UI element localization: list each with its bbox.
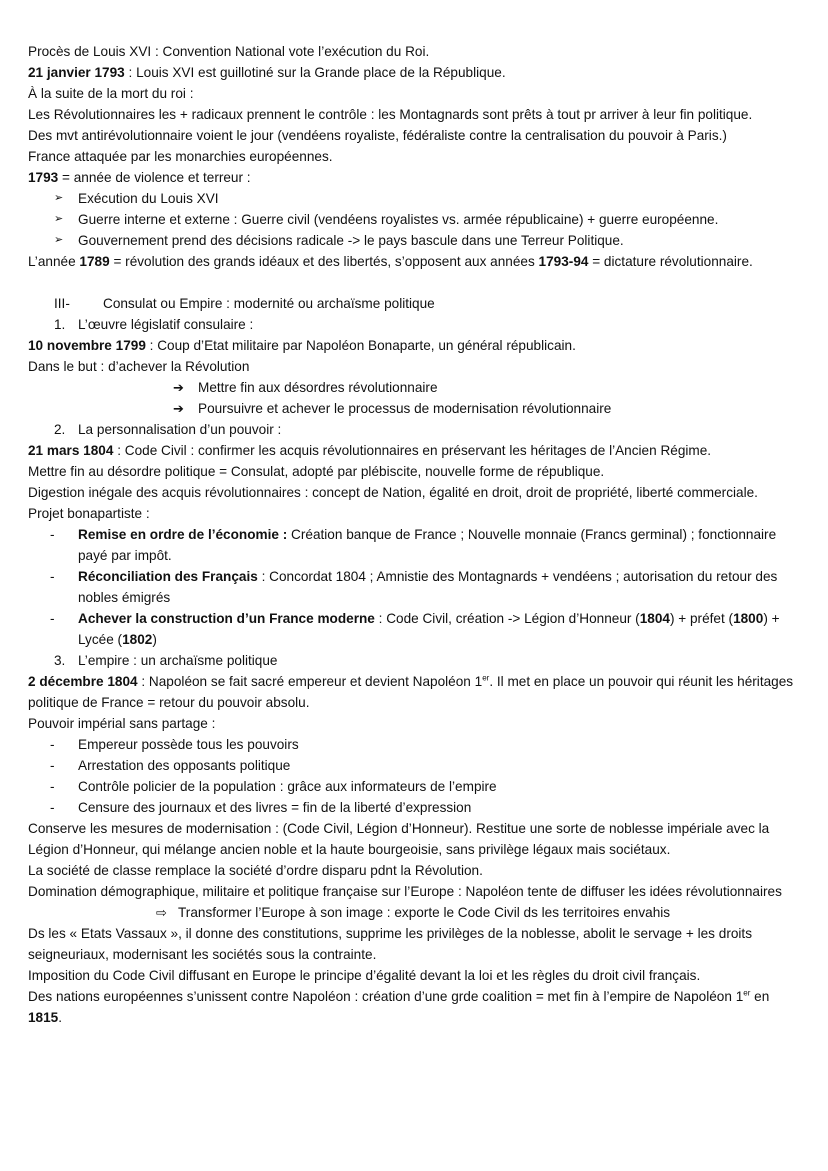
- date: 21 janvier 1793: [28, 65, 125, 80]
- date: 2 décembre 1804: [28, 674, 138, 689]
- date: 21 mars 1804: [28, 443, 114, 458]
- text-line: France attaquée par les monarchies européennes.: [28, 149, 333, 164]
- dash-list-item: [28, 755, 803, 776]
- dash-list-item: [28, 524, 803, 566]
- date: 1793: [28, 170, 59, 185]
- superscript: er: [482, 673, 490, 683]
- dash-list-item: [28, 566, 803, 608]
- dash-bullet: -: [50, 527, 55, 542]
- section-title: Consulat ou Empire : modernité ou archaïsme politique: [103, 296, 435, 311]
- text-line: [28, 62, 803, 83]
- line-text: L’année: [28, 254, 80, 269]
- text-line: [28, 986, 803, 1028]
- spacer: [28, 272, 803, 293]
- text-line: [28, 671, 803, 713]
- text-line: La société de classe remplace la société d’ordre disparu pdnt la Révolution.: [28, 863, 483, 878]
- line-text: = dictature révolutionnaire.: [588, 254, 753, 269]
- arrow-bullet-item: [28, 230, 803, 251]
- subsection-title: L’empire : un archaïsme politique: [78, 653, 278, 668]
- line-text: .: [58, 1010, 63, 1025]
- text-line: [28, 167, 803, 188]
- text-line: Digestion inégale des acquis révolutionnaires : concept de Nation, égalité en droit, droit de propriété, liberté commerciale.: [28, 485, 758, 500]
- line-text: Censure des journaux et des livres = fin de la liberté d’expression: [78, 800, 472, 815]
- dash-bullet: -: [50, 611, 55, 626]
- subsection-number: 2.: [54, 422, 66, 437]
- line-text: Des nations européennes s’unissent contre Napoléon : création d’une grde coalition = met fin à l’empire de Napoléon 1: [28, 989, 744, 1004]
- arrow-bullet-item: [28, 377, 803, 398]
- section-number: III-: [54, 296, 70, 311]
- subsection-number: 1.: [54, 317, 66, 332]
- text-line: Mettre fin au désordre politique = Consulat, adopté par plébiscite, nouvelle forme de république.: [28, 464, 605, 479]
- dash-bullet: -: [50, 758, 55, 773]
- bold-arrow-icon: ➔: [173, 380, 184, 395]
- superscript: er: [743, 988, 751, 998]
- line-text: Contrôle policier de la population : grâce aux informateurs de l’empire: [78, 779, 497, 794]
- line-text: ): [152, 632, 157, 647]
- text-line: Imposition du Code Civil diffusant en Europe le principe d’égalité devant la loi et les règles du droit civil français.: [28, 968, 701, 983]
- text-line: Domination démographique, militaire et politique française sur l’Europe : Napoléon tente de diffuser les idées révolutionnaires: [28, 884, 782, 899]
- line-text: en: [750, 989, 770, 1004]
- document-body: [28, 41, 803, 1028]
- item-heading: Remise en ordre de l’économie :: [78, 527, 288, 542]
- text-line: Projet bonapartiste :: [28, 506, 150, 521]
- bold-arrow-icon: ➔: [173, 401, 184, 416]
- line-text: = révolution des grands idéaux et des libertés, s’opposent aux années: [109, 254, 539, 269]
- item-heading: Achever la construction d’un France moderne: [78, 611, 375, 626]
- dash-list-item: [28, 776, 803, 797]
- line-text: Mettre fin aux désordres révolutionnaire: [198, 380, 438, 395]
- text-line: Pouvoir impérial sans partage :: [28, 716, 216, 731]
- date: 1793-94: [538, 254, 589, 269]
- subsection-heading: [28, 314, 803, 335]
- subsection-title: La personnalisation d’un pouvoir :: [78, 422, 282, 437]
- arrow-bullet-icon: ➢: [54, 234, 64, 246]
- arrow-bullet-item: [28, 398, 803, 419]
- date: 1802: [122, 632, 153, 647]
- text-line: À la suite de la mort du roi :: [28, 86, 194, 101]
- arrow-bullet-icon: ➢: [54, 192, 64, 204]
- line-text: : Louis XVI est guillotiné sur la Grande place de la République.: [124, 65, 506, 80]
- line-text: Arrestation des opposants politique: [78, 758, 291, 773]
- item-heading: Réconciliation des Français: [78, 569, 258, 584]
- line-text: : Code Civil : confirmer les acquis révolutionnaires en préservant les héritages de l’Ancien Régime.: [113, 443, 712, 458]
- line-text: : Coup d’Etat militaire par Napoléon Bonaparte, un général républicain.: [145, 338, 576, 353]
- line-text: Empereur possède tous les pouvoirs: [78, 737, 299, 752]
- dash-list-item: [28, 734, 803, 755]
- dash-list-item: [28, 608, 803, 650]
- arrow-bullet-item: [28, 209, 803, 230]
- hollow-arrow-icon: ⇨: [156, 905, 167, 920]
- line-text: Guerre interne et externe : Guerre civil (vendéens royalistes vs. armée républicaine) + guerre européenne.: [78, 212, 719, 227]
- line-text: Exécution du Louis XVI: [78, 191, 219, 206]
- text-line: Des mvt antirévolutionnaire voient le jour (vendéens royaliste, fédéraliste contre la centralisation du pouvoir à Paris.): [28, 128, 727, 143]
- line-text: ) + Lycée (: [78, 611, 780, 647]
- text-line: Procès de Louis XVI : Convention National vote l’exécution du Roi.: [28, 44, 430, 59]
- line-text: . Il met en place un pouvoir qui réunit les héritages politique de France = retour du pouvoir absolu.: [28, 674, 794, 710]
- text-line: Conserve les mesures de modernisation : (Code Civil, Légion d’Honneur). Restitue une sorte de noblesse impériale avec la Légion d’Honneur, qui mélange ancien noble et la haute bourgeoisie, sans privilège légaux mais sociétaux.: [28, 821, 770, 857]
- text-line: Ds les « Etats Vassaux », il donne des constitutions, supprime les privilèges de la noblesse, abolit le servage + les droits seigneuriaux, modernisant les sociétés sous la contrainte.: [28, 926, 752, 962]
- text-line: Les Révolutionnaires les + radicaux prennent le contrôle : les Montagnards sont prêts à tout pr arriver à leur fin politique.: [28, 107, 753, 122]
- line-text: : Napoléon se fait sacré empereur et devient Napoléon 1: [137, 674, 483, 689]
- text-line: [28, 440, 803, 461]
- arrow-bullet-item: [28, 188, 803, 209]
- date: 1804: [639, 611, 670, 626]
- date: 1800: [733, 611, 764, 626]
- line-text: : Concordat 1804 ; Amnistie des Montagnards + vendéens ; autorisation du retour des nobles émigrés: [78, 569, 778, 605]
- subsection-heading: [28, 650, 803, 671]
- dash-list-item: [28, 797, 803, 818]
- line-text: = année de violence et terreur :: [58, 170, 251, 185]
- text-line: Dans le but : d’achever la Révolution: [28, 359, 250, 374]
- dash-bullet: -: [50, 779, 55, 794]
- arrow-bullet-item: [28, 902, 803, 923]
- text-line: [28, 251, 803, 272]
- line-text: Poursuivre et achever le processus de modernisation révolutionnaire: [198, 401, 612, 416]
- line-text: Gouvernement prend des décisions radicale -> le pays bascule dans une Terreur Politique.: [78, 233, 624, 248]
- line-text: Transformer l’Europe à son image : exporte le Code Civil ds les territoires envahis: [178, 905, 671, 920]
- dash-bullet: -: [50, 569, 55, 584]
- line-text: ) + préfet (: [669, 611, 734, 626]
- section-heading: [28, 293, 803, 314]
- arrow-bullet-icon: ➢: [54, 213, 64, 225]
- dash-bullet: -: [50, 800, 55, 815]
- subsection-number: 3.: [54, 653, 66, 668]
- text-line: [28, 335, 803, 356]
- dash-bullet: -: [50, 737, 55, 752]
- subsection-heading: [28, 419, 803, 440]
- line-text: : Code Civil, création -> Légion d’Honneur (: [374, 611, 640, 626]
- subsection-title: L’œuvre législatif consulaire :: [78, 317, 254, 332]
- date: 10 novembre 1799: [28, 338, 146, 353]
- date: 1789: [79, 254, 110, 269]
- date: 1815: [28, 1010, 59, 1025]
- line-text: Création banque de France ; Nouvelle monnaie (Francs germinal) ; fonctionnaire payé par impôt.: [78, 527, 777, 563]
